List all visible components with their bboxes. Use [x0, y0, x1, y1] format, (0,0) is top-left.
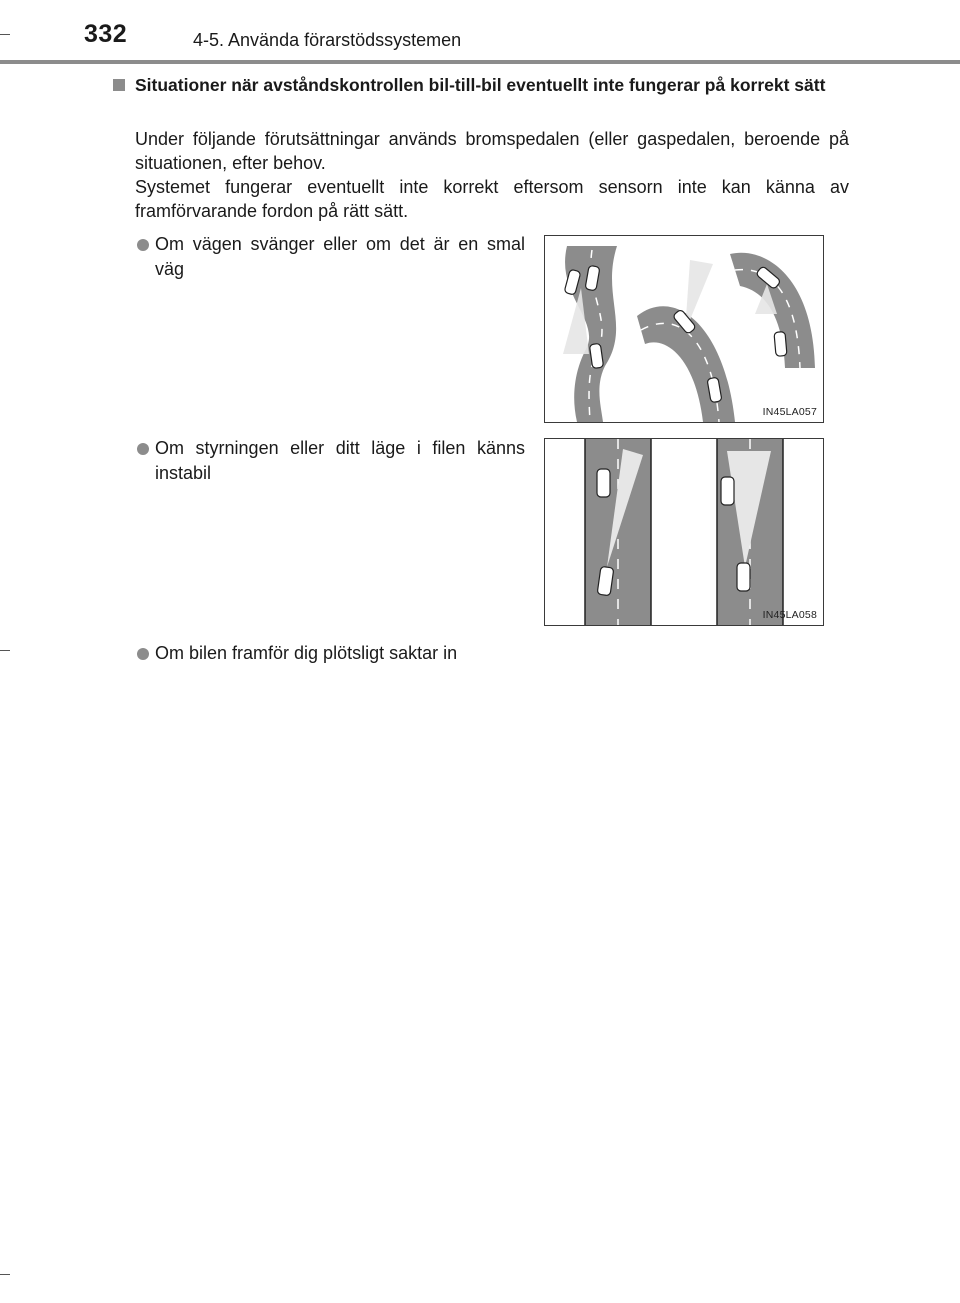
bullet-dot-icon: [137, 648, 149, 660]
crop-mark: [0, 34, 10, 35]
intro-text: [135, 127, 849, 223]
car-icon: [597, 469, 610, 497]
chapter-title: 4-5. Använda förarstödssystemen: [193, 30, 462, 50]
straight-road-illustration: [545, 439, 823, 625]
car-icon: [721, 477, 734, 505]
car-icon: [737, 563, 750, 591]
intro-paragraph-2: Systemet fungerar eventuellt inte korrekt eftersom sensorn inte kan känna av framförvarande fordon på rätt sätt.: [135, 177, 849, 221]
bullet-dot-icon: [137, 443, 149, 455]
list-item-text: Om styrningen eller ditt läge i filen känns instabil: [155, 438, 525, 483]
list-item-text: Om bilen framför dig plötsligt saktar in: [155, 643, 458, 663]
bullet-dot-icon: [137, 239, 149, 251]
intro-paragraph-1: Under följande förutsättningar används bromspedalen (eller gaspedalen, beroende på situationen, efter behov.: [135, 129, 849, 173]
figure-code: IN45LA057: [762, 406, 817, 418]
section-heading-text: Situationer när avståndskontrollen bil-till-bil eventuellt inte fungerar på korrekt sätt: [135, 75, 826, 95]
list-item-curve: [137, 232, 525, 282]
header-rule: [0, 60, 960, 64]
curved-road-illustration: [545, 236, 823, 422]
list-item-steering: [137, 436, 525, 486]
page-number: 332: [84, 20, 128, 48]
square-bullet-icon: [113, 79, 125, 91]
figure-straight-road: [544, 438, 824, 626]
crop-mark: [0, 1274, 10, 1275]
list-item-braking: [137, 641, 637, 666]
section-heading: [113, 73, 853, 97]
figure-curved-road: [544, 235, 824, 423]
figure-code: IN45LA058: [762, 609, 817, 621]
car-icon: [774, 332, 787, 357]
list-item-text: Om vägen svänger eller om det är en smal väg: [155, 234, 525, 279]
crop-mark: [0, 650, 10, 651]
